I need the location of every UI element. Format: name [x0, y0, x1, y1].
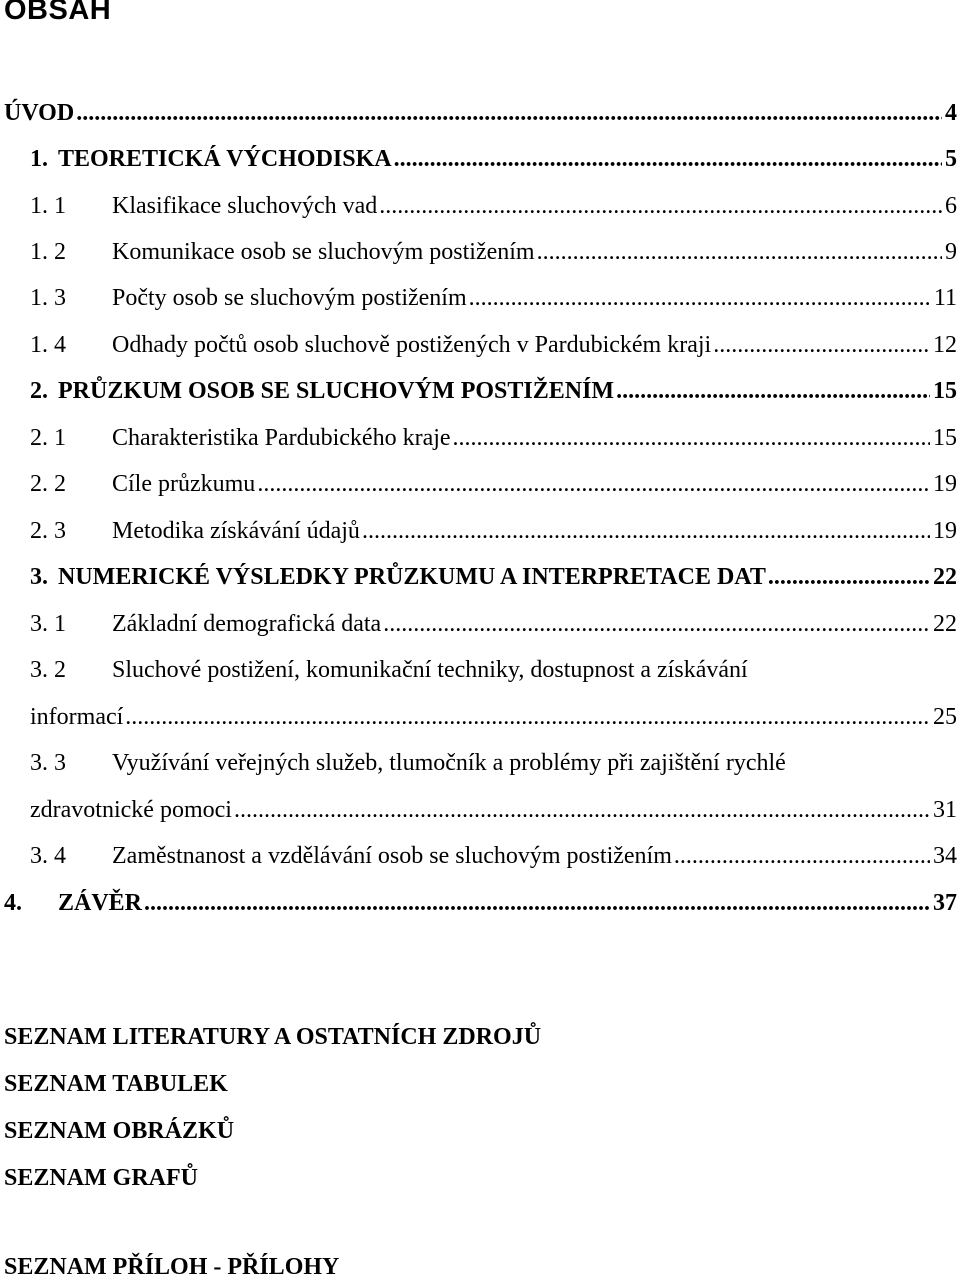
toc-entry-number: 3. 3: [30, 750, 66, 776]
toc-entry-title: PRŮZKUM OSOB SE SLUCHOVÝM POSTIŽENÍM: [58, 378, 615, 404]
toc-leader-dots: [234, 793, 930, 827]
toc-entry-title: NUMERICKÉ VÝSLEDKY PRŮZKUMU A INTERPRETACE DAT: [58, 564, 766, 590]
toc-page-number: 31: [933, 797, 957, 823]
toc-entry-number: 1. 1: [30, 193, 66, 219]
toc-leader-dots: [768, 560, 930, 594]
toc-entry-title: TEORETICKÁ VÝCHODISKA: [58, 146, 392, 172]
toc-entry-section-1-2[interactable]: [30, 235, 957, 269]
toc-entry-section-1-1[interactable]: [30, 189, 957, 223]
toc-page-number: 25: [933, 704, 957, 730]
toc-leader-dots: [144, 886, 930, 920]
toc-entry-section-1-3[interactable]: [30, 281, 957, 315]
toc-entry-number: 2.: [30, 378, 48, 404]
toc-entry-title: Zaměstnanost a vzdělávání osob se sluchovým postižením: [112, 843, 672, 869]
toc-entry-title: Základní demografická data: [112, 611, 382, 637]
toc-entry-title: ZÁVĚR: [58, 890, 143, 916]
toc-leader-dots: [469, 281, 931, 315]
toc-entry-title: Odhady počtů osob sluchově postižených v Pardubickém kraji: [112, 332, 712, 358]
toc-entry-title: Počty osob se sluchovým postižením: [112, 285, 467, 311]
toc-entry-uvod[interactable]: [4, 96, 957, 130]
toc-entry-title: Klasifikace sluchových vad: [112, 193, 378, 219]
toc-page-number: 19: [933, 518, 957, 544]
toc-entry-chapter-2[interactable]: [30, 374, 957, 408]
toc-entry-title: Sluchové postižení, komunikační techniky, dostupnost a získávání: [112, 657, 748, 683]
toc-leader-dots: [453, 421, 930, 455]
toc-entry-section-3-2[interactable]: [30, 700, 957, 734]
toc-entry-title: Cíle průzkumu: [112, 471, 256, 497]
toc-entry-title: Využívání veřejných služeb, tlumočník a problémy při zajištění rychlé: [112, 750, 786, 776]
toc-entry-section-3-4[interactable]: [30, 839, 957, 873]
toc-page-number: 12: [933, 332, 957, 358]
toc-page-number: 34: [933, 843, 957, 869]
toc-entry-title: Komunikace osob se sluchovým postižením: [112, 239, 535, 265]
toc-entry-section-3-3-line1[interactable]: [30, 746, 786, 780]
toc-entry-section-2-2[interactable]: [30, 467, 957, 501]
toc-page-number: 4: [945, 100, 957, 126]
toc-page-number: 22: [933, 564, 957, 590]
toc-entry-number: 1. 2: [30, 239, 66, 265]
toc-page-number: 22: [933, 611, 957, 637]
toc-entry-title-continued: zdravotnické pomoci: [30, 797, 232, 823]
list-literatura[interactable]: SEZNAM LITERATURY A OSTATNÍCH ZDROJŮ: [4, 1024, 542, 1050]
toc-entry-section-3-3[interactable]: [30, 793, 957, 827]
toc-entry-number: 3. 4: [30, 843, 66, 869]
page-title: OBSAH: [4, 0, 112, 26]
toc-leader-dots: [713, 328, 930, 362]
toc-entry-number: 1. 3: [30, 285, 66, 311]
toc-leader-dots: [125, 700, 930, 734]
toc-page-number: 5: [945, 146, 957, 172]
toc-entry-title: Metodika získávání údajů: [112, 518, 360, 544]
toc-entry-section-3-1[interactable]: [30, 607, 957, 641]
toc-entry-number: 1.: [30, 146, 48, 172]
toc-entry-number: 4.: [4, 890, 22, 916]
toc-entry-chapter-1[interactable]: [30, 142, 957, 176]
toc-entry-number: 3.: [30, 564, 48, 590]
toc-entry-number: 2. 1: [30, 425, 66, 451]
toc-entry-section-1-4[interactable]: [30, 328, 957, 362]
toc-page-number: 11: [933, 285, 957, 311]
toc-page-number: 15: [933, 378, 957, 404]
toc-entry-number: 2. 3: [30, 518, 66, 544]
toc-entry-chapter-4[interactable]: [4, 886, 957, 920]
toc-entry-number: 1. 4: [30, 332, 66, 358]
toc-entry-section-2-1[interactable]: [30, 421, 957, 455]
toc-page-number: 15: [933, 425, 957, 451]
toc-entry-chapter-3[interactable]: [30, 560, 957, 594]
toc-entry-title: ÚVOD: [4, 100, 75, 126]
list-obrazky[interactable]: SEZNAM OBRÁZKŮ: [4, 1118, 235, 1144]
toc-entry-section-2-3[interactable]: [30, 514, 957, 548]
toc-leader-dots: [383, 607, 930, 641]
toc-entry-number: 3. 2: [30, 657, 66, 683]
toc-page-number: 9: [945, 239, 957, 265]
toc-page-number: 6: [945, 193, 957, 219]
toc-page-number: 37: [933, 890, 957, 916]
list-grafy[interactable]: SEZNAM GRAFŮ: [4, 1165, 199, 1191]
toc-entry-title: Charakteristika Pardubického kraje: [112, 425, 451, 451]
toc-entry-title-continued: informací: [30, 704, 124, 730]
toc-leader-dots: [76, 96, 942, 130]
toc-leader-dots: [537, 235, 942, 269]
list-prilohy[interactable]: SEZNAM PŘÍLOH - PŘÍLOHY: [4, 1254, 340, 1280]
list-tabulky[interactable]: SEZNAM TABULEK: [4, 1071, 228, 1097]
toc-entry-number: 2. 2: [30, 471, 66, 497]
toc-leader-dots: [362, 514, 930, 548]
toc-page-number: 19: [933, 471, 957, 497]
toc-leader-dots: [394, 142, 942, 176]
toc-entry-section-3-2-line1[interactable]: [30, 653, 748, 687]
toc-leader-dots: [379, 189, 942, 223]
toc-leader-dots: [257, 467, 930, 501]
toc-leader-dots: [674, 839, 930, 873]
toc-leader-dots: [616, 374, 930, 408]
toc-entry-number: 3. 1: [30, 611, 66, 637]
